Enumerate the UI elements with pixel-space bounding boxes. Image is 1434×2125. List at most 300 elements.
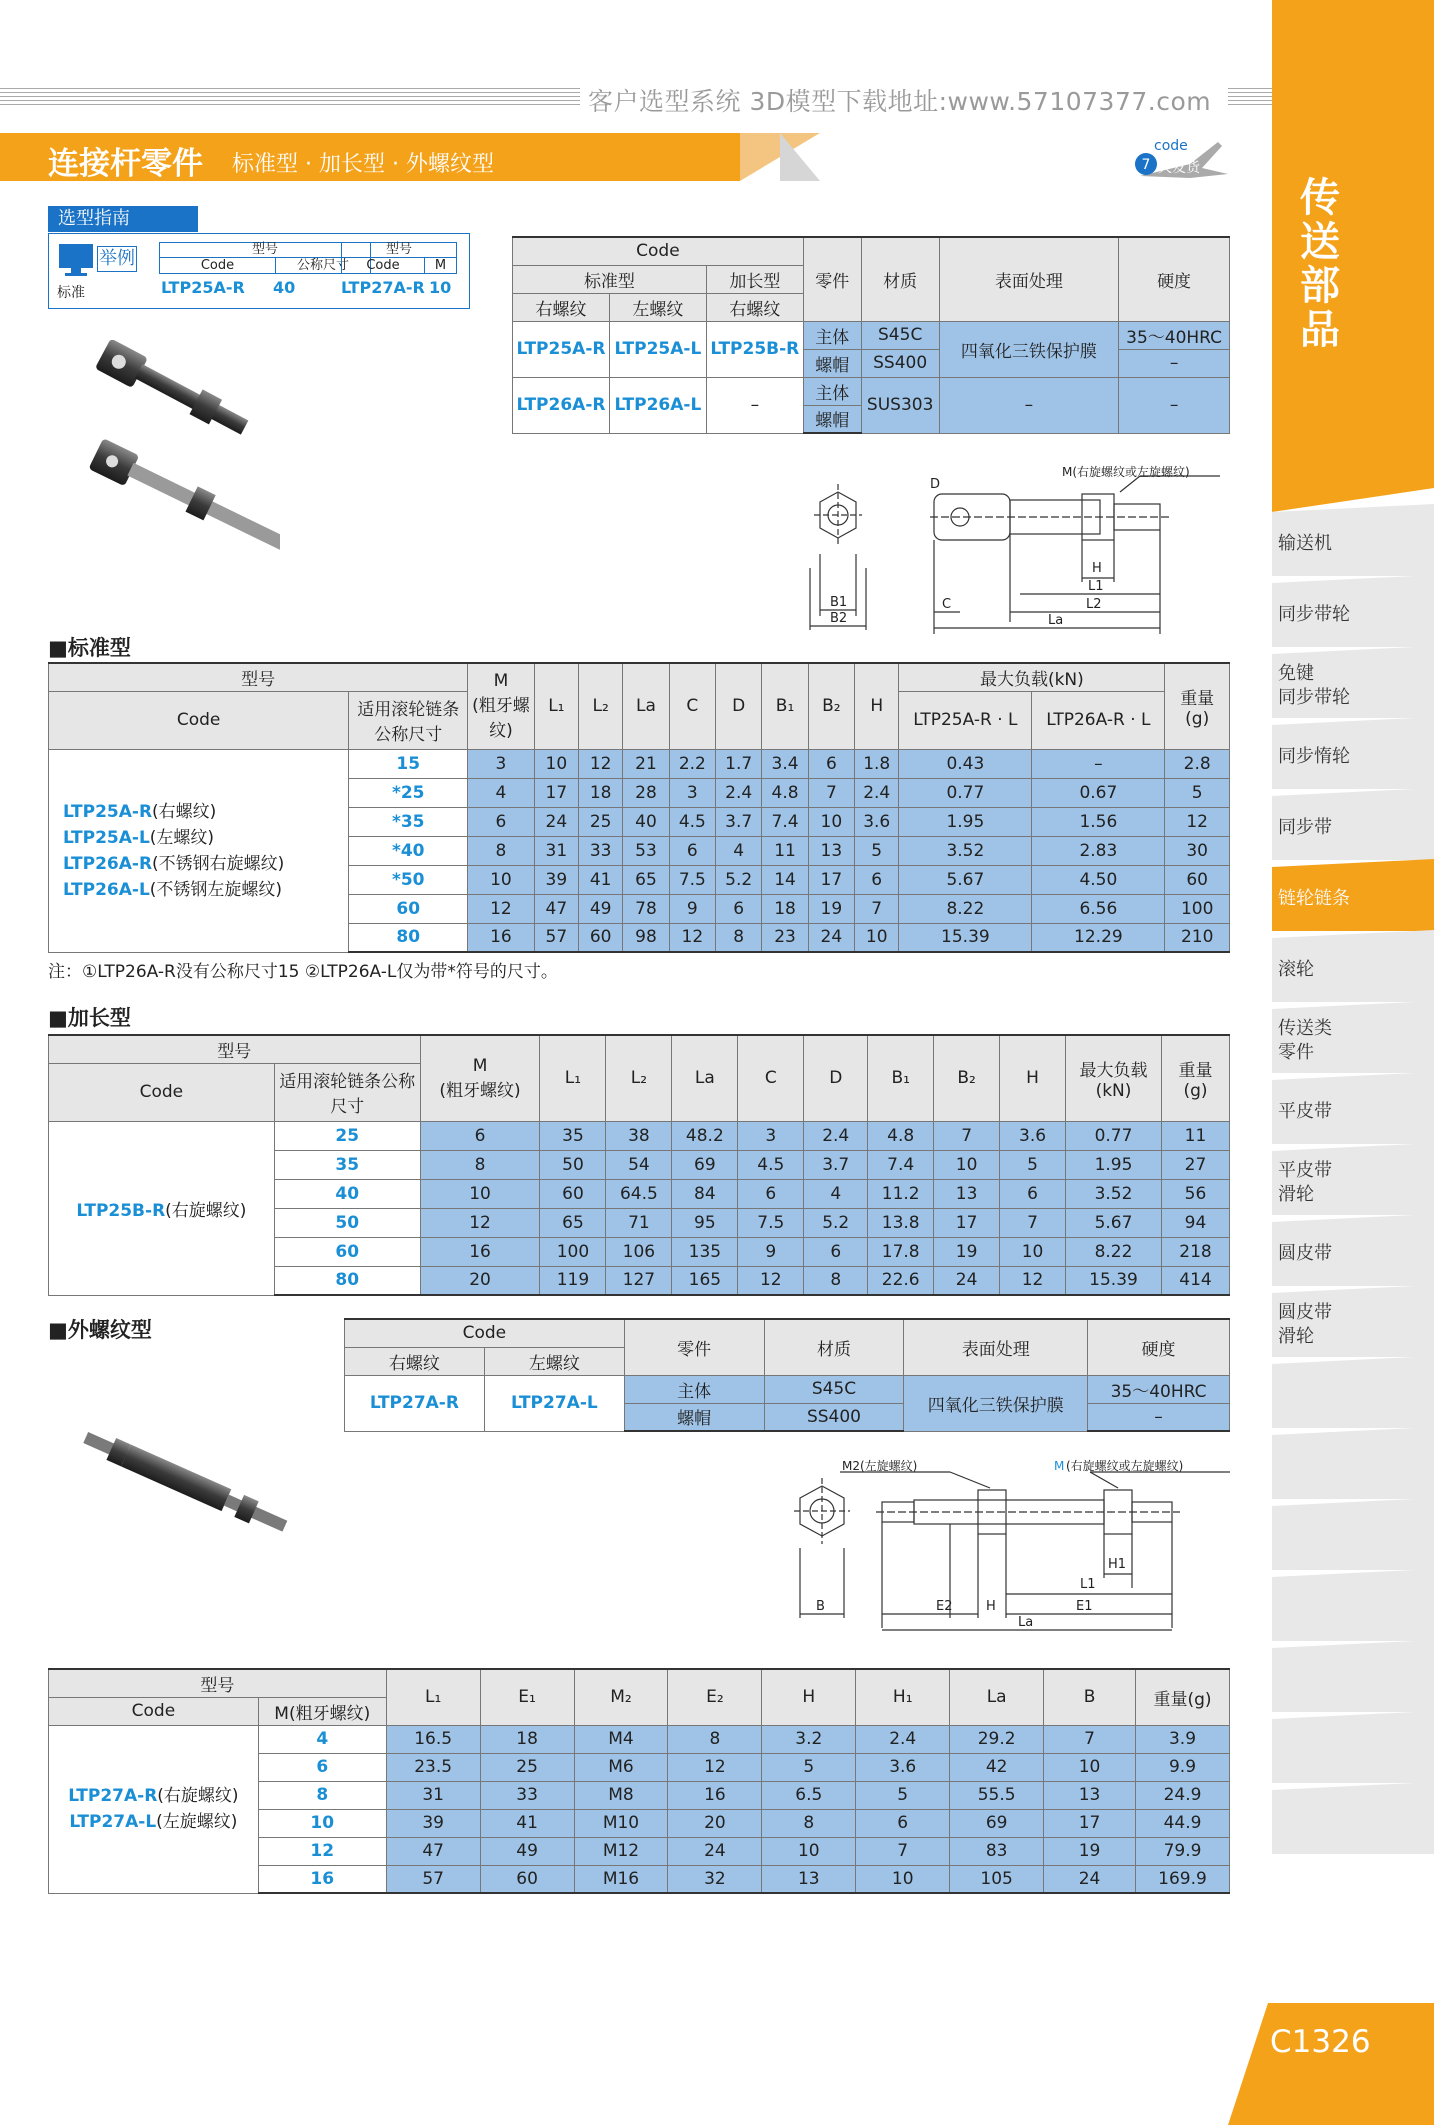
header-hardness: 硬度 — [1119, 237, 1230, 321]
table-cell: M12 — [574, 1837, 668, 1865]
table-cell: 23.5 — [386, 1753, 480, 1781]
table-cell: 165 — [672, 1266, 738, 1295]
header-B1: B₁ — [868, 1035, 934, 1121]
table-cell: 6 — [856, 1809, 950, 1837]
table-cell: 44.9 — [1136, 1809, 1230, 1837]
guide-example1-header: 型号 Code 公称尺寸 — [159, 242, 371, 274]
table-cell-size: 35 — [274, 1150, 420, 1179]
table-cell: 10 — [762, 1837, 856, 1865]
table-cell: 49 — [480, 1837, 574, 1865]
table-cell: 84 — [672, 1179, 738, 1208]
table-cell: 83 — [950, 1837, 1044, 1865]
table-cell: 6 — [468, 807, 535, 836]
table-cell: 65 — [540, 1208, 606, 1237]
table-cell-size: 40 — [274, 1179, 420, 1208]
table-cell: M4 — [574, 1725, 668, 1753]
header-D: D — [716, 663, 762, 749]
table-cell: 8 — [420, 1150, 540, 1179]
table-cell: 4 — [468, 778, 535, 807]
table-cell: 5 — [1000, 1150, 1066, 1179]
header-code: Code — [49, 691, 349, 749]
code-label: LTP26A-L — [63, 879, 150, 900]
header-B2: B₂ — [934, 1035, 1000, 1121]
table-cell: 9 — [738, 1237, 804, 1266]
table-cell: 11 — [762, 836, 808, 865]
table-cell: 69 — [950, 1809, 1044, 1837]
table-cell: 40 — [623, 807, 669, 836]
table-cell: 18 — [480, 1725, 574, 1753]
header-load: 最大负载(kN) — [1066, 1035, 1162, 1121]
sidebar-item[interactable] — [1272, 796, 1434, 860]
sidebar-item-label: 同步带轮 — [1278, 604, 1350, 625]
table-cell: 2.4 — [856, 1725, 950, 1753]
table-cell: 31 — [386, 1781, 480, 1809]
table-cell: 100 — [540, 1237, 606, 1266]
table-cell: 3.52 — [899, 836, 1032, 865]
sidebar-item-label: 输送机 — [1278, 533, 1332, 554]
sidebar-item-label: 圆皮带 滑轮 — [1278, 1302, 1332, 1347]
table-cell: 3.52 — [1066, 1179, 1162, 1208]
table-cell: 6 — [808, 749, 854, 778]
product-photo-external-thread — [75, 1420, 295, 1550]
guide-box — [48, 233, 470, 309]
svg-text:E2: E2 — [936, 1599, 953, 1614]
table-cell: 10 — [1044, 1753, 1136, 1781]
header-part: 零件 — [624, 1319, 764, 1375]
code-entry — [49, 1809, 258, 1835]
table-cell: 41 — [480, 1809, 574, 1837]
guide-title: 选型指南 — [48, 206, 198, 232]
watermark-text: 客户选型系统 3D模型下载地址:www.57107377.com — [588, 87, 1212, 116]
svg-text:B: B — [816, 1599, 825, 1614]
table-cell: 47 — [386, 1837, 480, 1865]
table-cell: 18 — [762, 894, 808, 923]
header-E1: E₁ — [480, 1669, 574, 1725]
table-cell: M6 — [574, 1753, 668, 1781]
table-cell: 14 — [762, 865, 808, 894]
code-desc: (左螺纹) — [149, 827, 215, 848]
table-cell: 1.56 — [1032, 807, 1165, 836]
table-cell: 3.6 — [855, 807, 899, 836]
table-cell: 21 — [623, 749, 669, 778]
header-surface: 表面处理 — [904, 1319, 1088, 1375]
table-cell: 9 — [669, 894, 715, 923]
table-cell: 71 — [606, 1208, 672, 1237]
table-cell: 17 — [1044, 1809, 1136, 1837]
table-cell: 60 — [1165, 865, 1230, 894]
table-cell-code-list — [49, 749, 349, 952]
table-cell: 13 — [808, 836, 854, 865]
table-cell: 33 — [579, 836, 623, 865]
standard-dims-table — [48, 662, 1230, 953]
table-cell: 10 — [934, 1150, 1000, 1179]
sidebar-item-label: 链轮链条 — [1278, 888, 1350, 909]
sidebar-item[interactable] — [1272, 1648, 1434, 1712]
watermark-lines-left — [0, 88, 580, 106]
sidebar-item[interactable] — [1272, 867, 1434, 931]
table-cell-size: 80 — [274, 1266, 420, 1295]
table-cell-hardness: 35～40HRC — [1088, 1375, 1230, 1403]
table-cell: – — [1032, 749, 1165, 778]
table-cell: 18 — [579, 778, 623, 807]
header-type: 型号 — [49, 663, 468, 691]
sidebar-item[interactable] — [1272, 1506, 1434, 1570]
table-cell-size: 60 — [349, 894, 468, 923]
table-cell: 60 — [540, 1179, 606, 1208]
table-cell: 0.77 — [899, 778, 1032, 807]
sidebar-item[interactable] — [1272, 1577, 1434, 1641]
header-surface: 表面处理 — [939, 237, 1119, 321]
svg-text:C: C — [942, 597, 952, 612]
table-cell-surface: – — [939, 377, 1119, 433]
header-type: 型号 — [49, 1669, 387, 1697]
header-code: Code — [345, 1319, 625, 1347]
sidebar-item-label: 滚轮 — [1278, 959, 1314, 980]
table-cell: 127 — [606, 1266, 672, 1295]
table-cell: 5 — [1165, 778, 1230, 807]
header-M: M(粗牙螺纹) — [258, 1697, 386, 1725]
table-cell: 2.8 — [1165, 749, 1230, 778]
table-row — [49, 1725, 1230, 1753]
table-cell: 3.9 — [1136, 1725, 1230, 1753]
table-cell: 3.2 — [762, 1725, 856, 1753]
svg-text:M: M — [1054, 1459, 1065, 1473]
sidebar-item[interactable] — [1272, 1151, 1434, 1215]
table-cell: 12 — [738, 1266, 804, 1295]
header-E2: E₂ — [668, 1669, 762, 1725]
table-cell: 3.6 — [856, 1753, 950, 1781]
table-cell: 2.2 — [669, 749, 715, 778]
table-cell: 10 — [420, 1179, 540, 1208]
table-cell: 48.2 — [672, 1121, 738, 1150]
table-cell: 65 — [623, 865, 669, 894]
table-cell: 49 — [579, 894, 623, 923]
table-cell-hardness: 35～40HRC — [1119, 321, 1230, 349]
table-cell-size: *50 — [349, 865, 468, 894]
sidebar-item-label: 传送类 零件 — [1278, 1018, 1332, 1063]
header-H1: H₁ — [856, 1669, 950, 1725]
code-label: LTP27A-R — [68, 1786, 158, 1806]
table-cell: 5.2 — [804, 1208, 868, 1237]
header-weight: 重量 (g) — [1165, 663, 1230, 749]
table-cell: 119 — [540, 1266, 606, 1295]
code-desc: (右旋螺纹) — [157, 1786, 239, 1806]
table-cell: 3.6 — [1000, 1121, 1066, 1150]
code-label: LTP25B-R — [76, 1200, 166, 1221]
table-cell: M16 — [574, 1865, 668, 1893]
table-cell: 15.39 — [899, 923, 1032, 952]
table-cell: 6 — [420, 1121, 540, 1150]
sidebar-item[interactable] — [1272, 1719, 1434, 1783]
svg-text:天发货: 天发货 — [1158, 160, 1200, 176]
table-cell: 12 — [669, 923, 715, 952]
sidebar-header — [1272, 0, 1434, 488]
table-cell: 50 — [540, 1150, 606, 1179]
table-cell-m: 10 — [258, 1809, 386, 1837]
svg-text:7: 7 — [1141, 157, 1151, 173]
table-cell: 3 — [468, 749, 535, 778]
svg-text:H1: H1 — [1108, 1557, 1127, 1572]
header-H: H — [762, 1669, 856, 1725]
header-right-long: 右螺纹 — [706, 293, 803, 321]
table-cell: 8 — [668, 1725, 762, 1753]
table-cell: 57 — [534, 923, 578, 952]
table-cell: 20 — [420, 1266, 540, 1295]
code-entry — [49, 1783, 258, 1809]
table-cell: 24.9 — [1136, 1781, 1230, 1809]
header-material: 材质 — [861, 237, 939, 321]
table-cell: 13 — [934, 1179, 1000, 1208]
sidebar-item-label: 平皮带 滑轮 — [1278, 1160, 1332, 1205]
table-cell: 12.29 — [1032, 923, 1165, 952]
table-cell: 95 — [672, 1208, 738, 1237]
header-part: 零件 — [803, 237, 861, 321]
svg-text:E1: E1 — [1076, 1599, 1093, 1614]
table-cell: 17 — [808, 865, 854, 894]
table-cell: 60 — [480, 1865, 574, 1893]
table-cell-material: SS400 — [861, 349, 939, 377]
header-type: 型号 — [49, 1035, 421, 1063]
table-cell: 218 — [1161, 1237, 1229, 1266]
header-load: 最大负载(kN) — [899, 663, 1165, 691]
table-cell: 7 — [856, 1837, 950, 1865]
header-B: B — [1044, 1669, 1136, 1725]
svg-text:H: H — [986, 1599, 996, 1614]
header-B1: B₁ — [762, 663, 808, 749]
table-cell: 12 — [420, 1208, 540, 1237]
table-cell: 1.8 — [855, 749, 899, 778]
code-label: LTP27A-L — [69, 1812, 157, 1832]
table-cell: 24 — [534, 807, 578, 836]
sidebar-item[interactable] — [1272, 1080, 1434, 1144]
table-cell-code: LTP26A-R — [513, 377, 610, 433]
technical-drawing-standard — [790, 462, 1230, 640]
table-cell: 8 — [468, 836, 535, 865]
table-cell: 7 — [1000, 1208, 1066, 1237]
code-entry — [63, 851, 348, 877]
table-cell: 17 — [934, 1208, 1000, 1237]
product-photo-rod-ends — [80, 340, 280, 570]
table-cell: 20 — [668, 1809, 762, 1837]
table-cell: 5 — [762, 1753, 856, 1781]
code-label: LTP25A-R — [63, 801, 153, 822]
table-cell: 19 — [1044, 1837, 1136, 1865]
svg-text:H: H — [1092, 561, 1102, 576]
header-La: La — [623, 663, 669, 749]
svg-text:code: code — [1154, 138, 1188, 154]
guide-example1-code: LTP25A-R — [161, 278, 245, 297]
table-cell: 7.4 — [868, 1150, 934, 1179]
svg-text:La: La — [1018, 1615, 1034, 1630]
table-cell: 24 — [668, 1837, 762, 1865]
sidebar-item[interactable] — [1272, 938, 1434, 1002]
table-cell: 23 — [762, 923, 808, 952]
code-desc: (左旋螺纹) — [156, 1812, 238, 1832]
table-cell: 60 — [579, 923, 623, 952]
table-cell: 7.5 — [669, 865, 715, 894]
sidebar-item[interactable] — [1272, 512, 1434, 576]
page-title: 连接杆零件 — [48, 146, 203, 182]
code-entry — [63, 877, 348, 903]
table-cell: 41 — [579, 865, 623, 894]
table-cell-size: 25 — [274, 1121, 420, 1150]
header-right: 右螺纹 — [513, 293, 610, 321]
table-cell: 5 — [856, 1781, 950, 1809]
table-cell-code: – — [706, 377, 803, 433]
table-cell: 17.8 — [868, 1237, 934, 1266]
guide-standard-label: 标准 — [57, 285, 85, 301]
header-B2: B₂ — [808, 663, 854, 749]
table-cell: 8 — [804, 1266, 868, 1295]
sidebar-item-label: 同步带 — [1278, 817, 1332, 838]
table-cell: 9.9 — [1136, 1753, 1230, 1781]
table-cell: 1.95 — [899, 807, 1032, 836]
header-hardness: 硬度 — [1088, 1319, 1230, 1375]
table-cell-code: LTP25A-L — [609, 321, 706, 377]
table-cell-size: 60 — [274, 1237, 420, 1266]
table-cell-surface: 四氧化三铁保护膜 — [939, 321, 1119, 377]
sidebar-item[interactable] — [1272, 725, 1434, 789]
table-cell-m: 4 — [258, 1725, 386, 1753]
sidebar-item-label: 圆皮带 — [1278, 1243, 1332, 1264]
sidebar-item[interactable] — [1272, 1790, 1434, 1854]
header-code: Code — [49, 1697, 259, 1725]
header-size: 适用滚轮链条公称尺寸 — [349, 691, 468, 749]
guide-example-label: 举例 — [97, 246, 137, 272]
table-cell: 31 — [534, 836, 578, 865]
guide-example1-size: 40 — [273, 278, 296, 297]
table-cell: 2.4 — [855, 778, 899, 807]
sidebar-item-label: 同步惰轮 — [1278, 746, 1350, 767]
table-cell-code: LTP25B-R — [706, 321, 803, 377]
header-left: 左螺纹 — [609, 293, 706, 321]
code-entry — [63, 825, 348, 851]
table-cell: 7.5 — [738, 1208, 804, 1237]
table-cell: 98 — [623, 923, 669, 952]
table-cell: 94 — [1161, 1208, 1229, 1237]
sidebar-item[interactable] — [1272, 1222, 1434, 1286]
table-cell-material: SUS303 — [861, 377, 939, 433]
sidebar-item[interactable] — [1272, 583, 1434, 647]
table-cell: 10 — [534, 749, 578, 778]
table-cell: 3 — [669, 778, 715, 807]
table-cell: 2.4 — [716, 778, 762, 807]
table-cell: 3 — [738, 1121, 804, 1150]
table-cell-surface: 四氧化三铁保护膜 — [904, 1375, 1088, 1431]
table-cell-code: LTP25A-R — [513, 321, 610, 377]
section-long: ■加长型 — [48, 1006, 131, 1030]
sidebar-item[interactable] — [1272, 1293, 1434, 1357]
table-cell: 210 — [1165, 923, 1230, 952]
table-cell: 29.2 — [950, 1725, 1044, 1753]
table-cell: 55.5 — [950, 1781, 1044, 1809]
sidebar-item[interactable] — [1272, 1435, 1434, 1499]
sidebar-item[interactable] — [1272, 1364, 1434, 1428]
header-code: Code — [49, 1063, 275, 1121]
monitor-icon — [57, 242, 97, 278]
table-cell-material: S45C — [764, 1375, 904, 1403]
table-cell: 39 — [534, 865, 578, 894]
table-cell: 6.56 — [1032, 894, 1165, 923]
code-entry — [63, 799, 348, 825]
table-cell: 10 — [1000, 1237, 1066, 1266]
table-cell: 6 — [738, 1179, 804, 1208]
table-cell-code: LTP27A-R — [345, 1375, 485, 1431]
table-cell: 47 — [534, 894, 578, 923]
header-C: C — [738, 1035, 804, 1121]
svg-text:L1: L1 — [1088, 579, 1104, 594]
table-cell-code — [49, 1121, 275, 1295]
table-cell-material: S45C — [861, 321, 939, 349]
table-cell-size: *25 — [349, 778, 468, 807]
page-number: C1326 — [1270, 2024, 1371, 2060]
header-C: C — [669, 663, 715, 749]
svg-text:(右旋螺纹或左旋螺纹): (右旋螺纹或左旋螺纹) — [1066, 1459, 1184, 1473]
table-cell: 56 — [1161, 1179, 1229, 1208]
table-cell: 0.43 — [899, 749, 1032, 778]
table-cell: 4 — [716, 836, 762, 865]
guide-example2-header: 型号 Code M — [341, 242, 457, 274]
standard-note: 注：①LTP26A-R没有公称尺寸15 ②LTP26A-L仅为带*符号的尺寸。 — [48, 962, 558, 982]
table-cell: 10 — [468, 865, 535, 894]
page-number-tab — [1268, 2003, 1434, 2125]
material-table-external — [344, 1318, 1230, 1432]
table-cell: 169.9 — [1136, 1865, 1230, 1893]
header-L1: L₁ — [534, 663, 578, 749]
header-M: M (粗牙螺纹) — [420, 1035, 540, 1121]
material-table-standard — [512, 236, 1230, 434]
header-left: 左螺纹 — [484, 1347, 624, 1375]
table-cell: M10 — [574, 1809, 668, 1837]
external-dims-table — [48, 1668, 1230, 1894]
table-cell: 19 — [808, 894, 854, 923]
table-cell-m: 16 — [258, 1865, 386, 1893]
table-cell: 25 — [579, 807, 623, 836]
table-cell-hardness: – — [1088, 1403, 1230, 1431]
sidebar-item[interactable] — [1272, 1009, 1434, 1073]
header-H: H — [855, 663, 899, 749]
table-cell: 7 — [855, 894, 899, 923]
sidebar-item[interactable] — [1272, 654, 1434, 718]
table-cell: 6 — [855, 865, 899, 894]
table-cell: 1.7 — [716, 749, 762, 778]
header-H: H — [1000, 1035, 1066, 1121]
table-cell: 25 — [480, 1753, 574, 1781]
table-cell: 4.5 — [669, 807, 715, 836]
table-cell-m: 12 — [258, 1837, 386, 1865]
header-M: M (粗牙螺纹) — [468, 663, 535, 749]
header-La: La — [672, 1035, 738, 1121]
table-cell: 12 — [579, 749, 623, 778]
table-cell: 16.5 — [386, 1725, 480, 1753]
svg-text:M(右旋螺纹或左旋螺纹): M(右旋螺纹或左旋螺纹) — [1062, 465, 1190, 479]
table-cell: 105 — [950, 1865, 1044, 1893]
table-cell-code: LTP27A-L — [484, 1375, 624, 1431]
table-cell: 6 — [716, 894, 762, 923]
table-cell-m: 6 — [258, 1753, 386, 1781]
table-cell-part: 螺帽 — [624, 1403, 764, 1431]
code-desc: (右螺纹) — [152, 801, 217, 822]
table-cell: 2.4 — [804, 1121, 868, 1150]
table-cell: 8 — [716, 923, 762, 952]
table-cell: 11.2 — [868, 1179, 934, 1208]
header-standard: 标准型 — [513, 265, 707, 293]
header-weight: 重量(g) — [1136, 1669, 1230, 1725]
table-cell: 4.8 — [868, 1121, 934, 1150]
table-cell: 54 — [606, 1150, 672, 1179]
watermark-lines-right — [1228, 88, 1276, 106]
table-cell: 16 — [668, 1781, 762, 1809]
